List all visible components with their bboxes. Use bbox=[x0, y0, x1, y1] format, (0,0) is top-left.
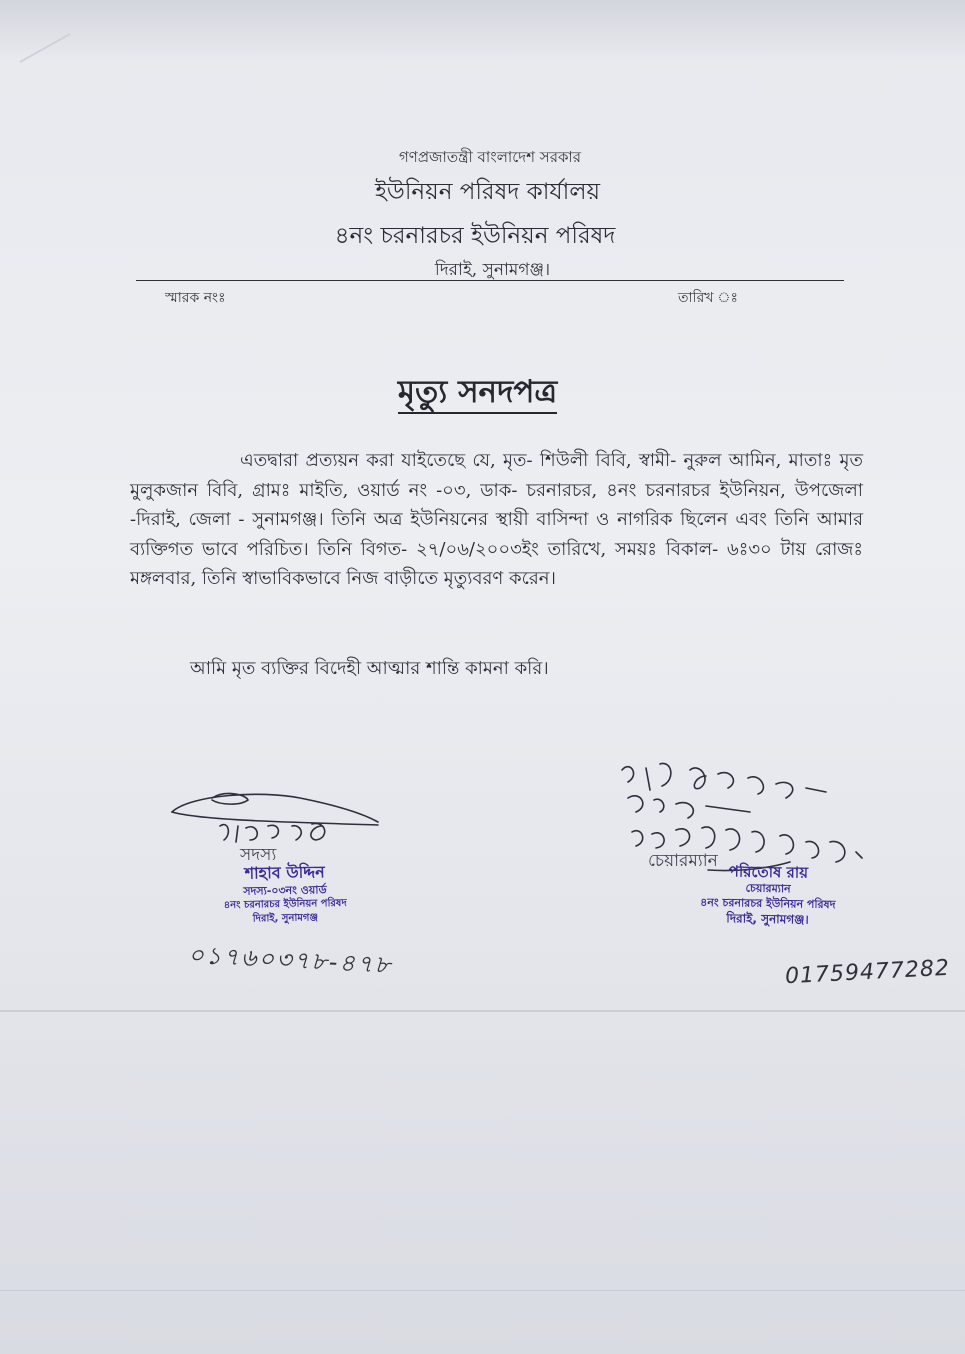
certificate-body: এতদ্বারা প্রত্যয়ন করা যাইতেছে যে, মৃত- শিউলী বিবি, স্বামী- নুরুল আমিন, মাতাঃ মৃত মুলুকজান বিবি, গ্রামঃ মাইতি, ওয়ার্ড নং -০৩, ডাক- চরনারচর, ৪নং চরনারচর ইউনিয়ন, উপজেলা -দিরাই, জেলা - সুনামগঞ্জ। তিনি অত্র ইউনিয়নের স্থায়ী বাসিন্দা ও নাগরিক ছিলেন এবং তিনি আমার ব্যক্তিগত ভাবে পরিচিত। তিনি বিগত- ২৭/০৬/২০০৩ইং তারিখে, সময়ঃ বিকাল- ৬ঃ৩০ টায় রোজঃ মঙ্গলবার, তিনি স্বাভাবিকভাবে নিজ বাড়ীতে মৃত্যুবরণ করেন। bbox=[130, 450, 863, 589]
chairman-role-label: চেয়ারম্যান bbox=[648, 851, 718, 871]
member-stamp-union: ৪নং চরনারচর ইউনিয়ন পরিষদ bbox=[223, 897, 347, 912]
union-council-name: ৪নং চরনারচর ইউনিয়ন পরিষদ bbox=[334, 223, 616, 249]
certificate-title-text: মৃত্যু সনদপত্র bbox=[398, 374, 557, 414]
date-label: তারিখ ঃ bbox=[678, 290, 738, 306]
member-stamp-ward: সদস্য-০৩নং ওয়ার্ড bbox=[243, 883, 327, 898]
pencil-scratch bbox=[20, 34, 70, 62]
chairman-stamp-name: পরিতোষ রায় bbox=[728, 862, 809, 882]
member-signature bbox=[172, 794, 378, 842]
chairman-stamp-location: দিরাই, সুনামগঞ্জ। bbox=[726, 911, 809, 927]
chairman-stamp bbox=[667, 860, 868, 928]
member-stamp-name: শাহাব উদ্দিন bbox=[244, 862, 325, 883]
chairman-phone-number: 01759477282 bbox=[784, 955, 951, 990]
chairman-stamp-title: চেয়ারম্যান bbox=[745, 881, 791, 896]
member-stamp-location: দিরাই, সুনামগঞ্জ bbox=[252, 912, 319, 925]
certificate-closing: আমি মৃত ব্যক্তির বিদেহী আত্মার শান্তি কামনা করি। bbox=[190, 658, 549, 679]
member-role-label: সদস্য bbox=[240, 845, 277, 865]
chairman-stamp-union: ৪নং চরনারচর ইউনিয়ন পরিষদ bbox=[700, 895, 836, 912]
office-location: দিরাই, সুনামগঞ্জ। bbox=[434, 260, 551, 280]
member-phone-number: ০১৭৬০৩৭৮-৪৭৮ bbox=[187, 940, 393, 980]
member-stamp bbox=[184, 860, 385, 927]
memo-number-label: স্মারক নংঃ bbox=[165, 290, 226, 306]
office-name: ইউনিয়ন পরিষদ কার্যালয় bbox=[374, 179, 601, 205]
government-name: গণপ্রজাতন্ত্রী বাংলাদেশ সরকার bbox=[398, 148, 582, 166]
